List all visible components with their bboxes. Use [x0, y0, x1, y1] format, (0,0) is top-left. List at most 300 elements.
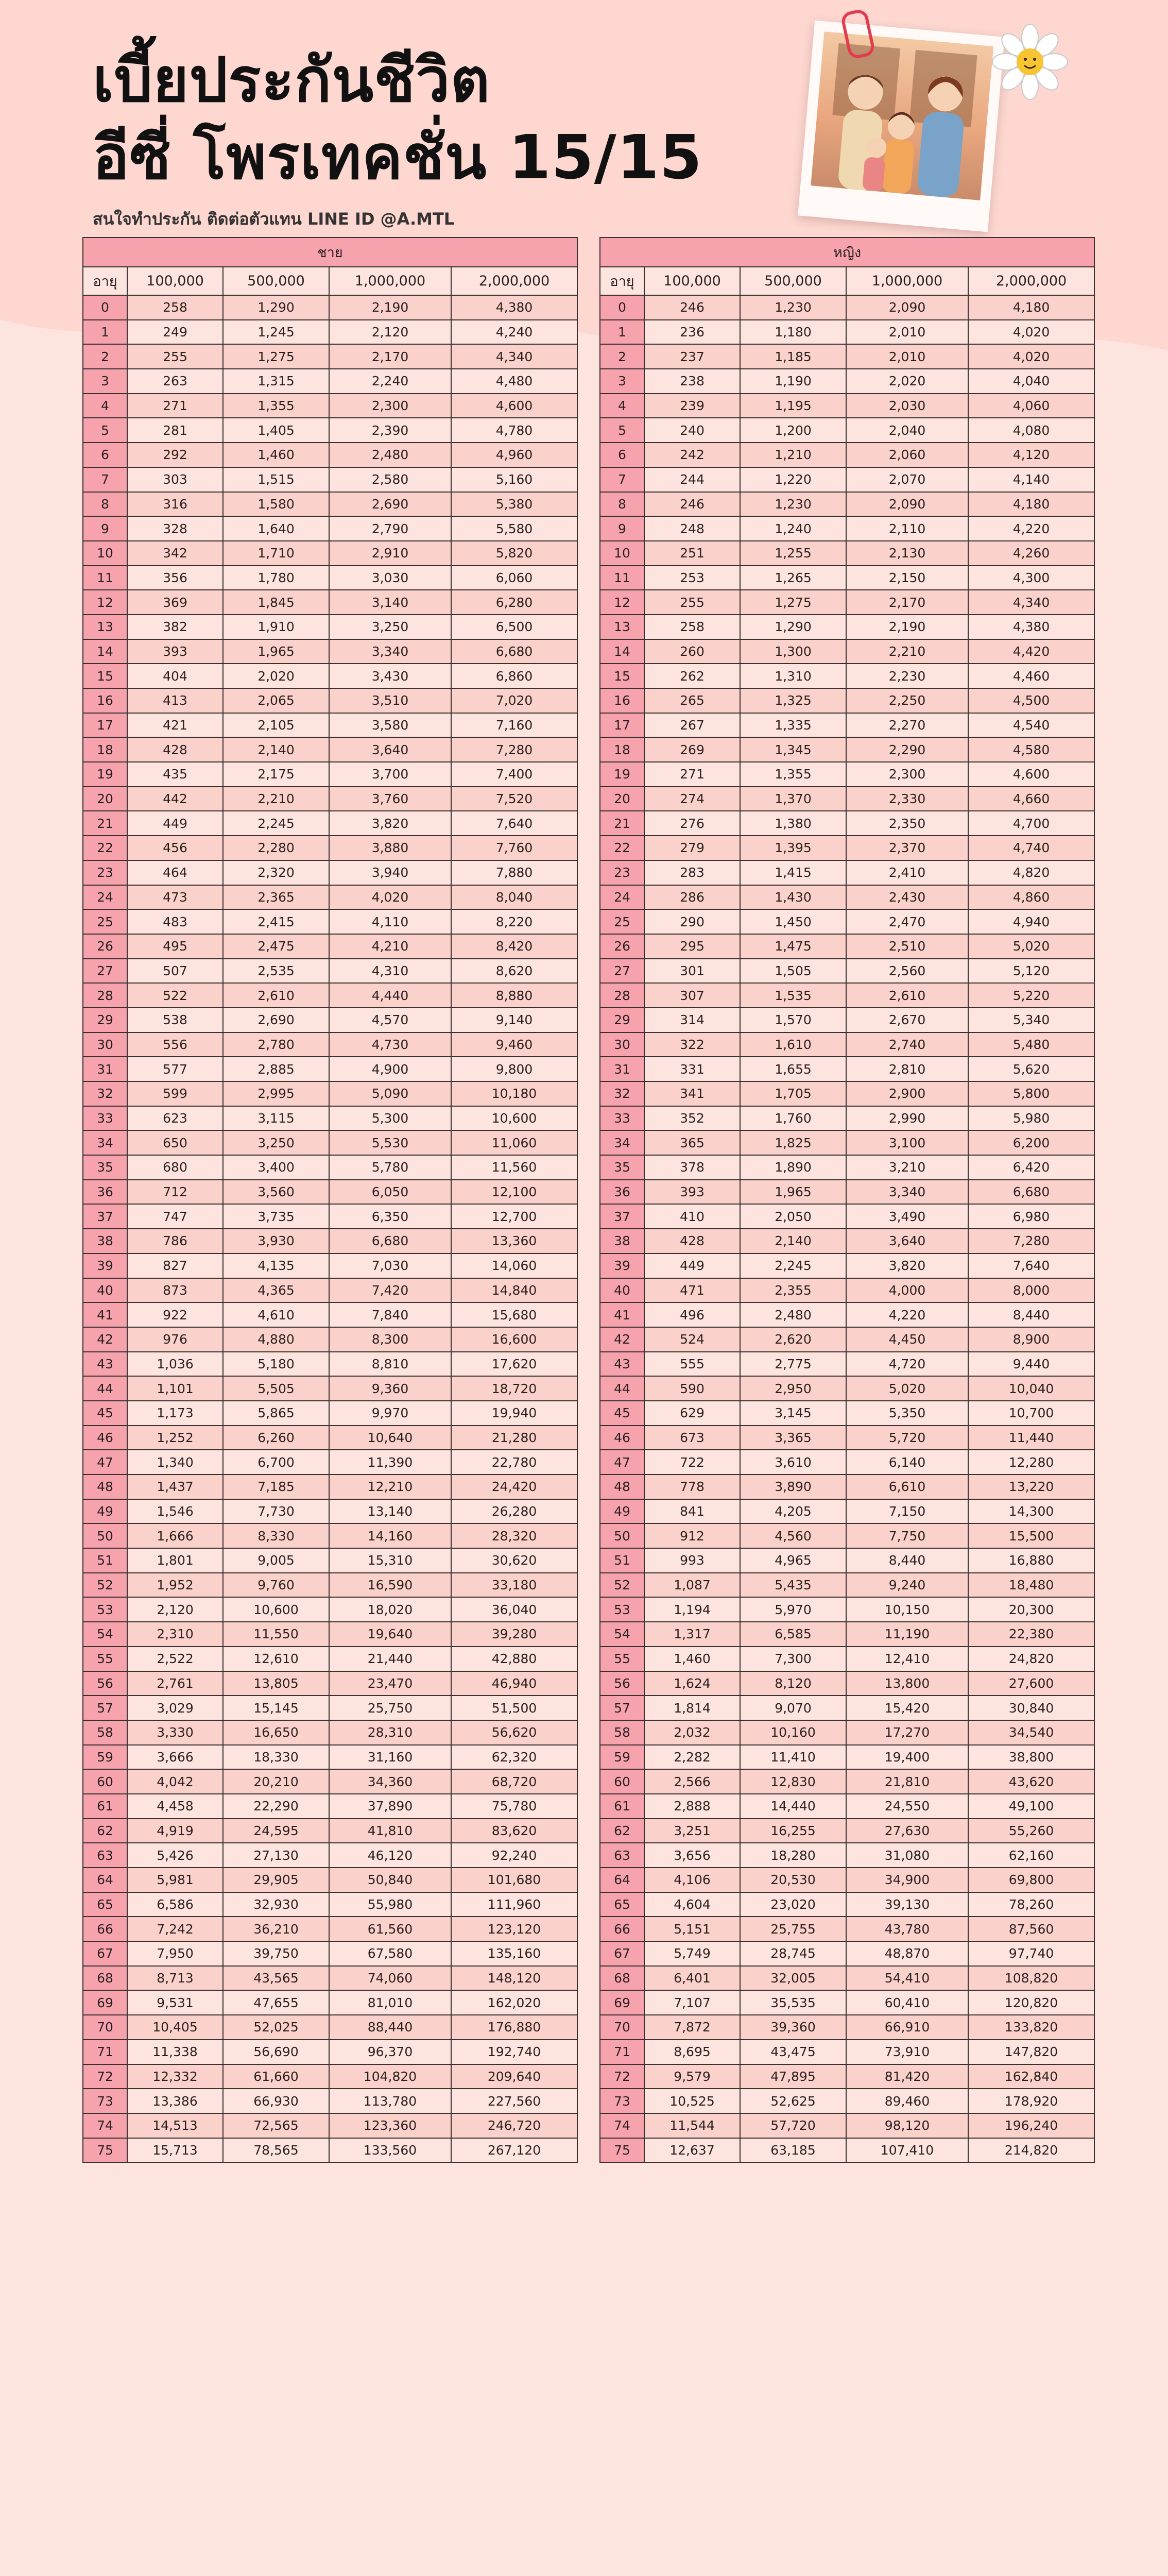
age-cell: 35 [83, 1155, 127, 1180]
age-cell: 63 [600, 1843, 644, 1868]
table-row [600, 1057, 1094, 1081]
premium-100k-cell: 290 [644, 909, 740, 934]
premium-1m-cell: 3,820 [329, 811, 451, 836]
premium-2m-cell: 178,920 [968, 2089, 1094, 2113]
premium-500k-cell: 32,005 [740, 1966, 846, 1991]
premium-2m-cell: 4,600 [451, 394, 577, 418]
premium-100k-cell: 249 [127, 320, 223, 345]
premium-500k-cell: 1,505 [740, 959, 846, 984]
premium-1m-cell: 2,300 [846, 762, 968, 787]
premium-500k-cell: 1,345 [740, 737, 846, 762]
premium-100k-cell: 11,338 [127, 2040, 223, 2064]
age-cell: 62 [83, 1819, 127, 1843]
premium-1m-cell: 60,410 [846, 1990, 968, 2015]
premium-2m-cell: 4,420 [968, 639, 1094, 664]
age-cell: 44 [600, 1376, 644, 1401]
table-row [600, 1990, 1094, 2015]
premium-500k-cell: 2,885 [223, 1057, 329, 1081]
age-cell: 57 [83, 1696, 127, 1720]
premium-1m-cell: 6,350 [329, 1204, 451, 1229]
column-header-500k: 500,000 [223, 267, 329, 295]
premium-1m-cell: 96,370 [329, 2040, 451, 2064]
age-cell: 74 [83, 2113, 127, 2138]
age-cell: 46 [83, 1426, 127, 1450]
table-row [600, 1302, 1094, 1327]
premium-500k-cell: 47,895 [740, 2064, 846, 2089]
premium-1m-cell: 3,640 [329, 737, 451, 762]
premium-2m-cell: 4,940 [968, 909, 1094, 934]
table-row [600, 1941, 1094, 1966]
table-row [83, 1720, 577, 1745]
premium-2m-cell: 5,340 [968, 1008, 1094, 1032]
age-cell: 10 [600, 541, 644, 566]
premium-500k-cell: 1,310 [740, 664, 846, 688]
premium-100k-cell: 471 [644, 1278, 740, 1303]
premium-500k-cell: 18,330 [223, 1745, 329, 1770]
premium-1m-cell: 28,310 [329, 1720, 451, 1745]
premium-100k-cell: 271 [644, 762, 740, 787]
premium-1m-cell: 19,400 [846, 1745, 968, 1770]
premium-500k-cell: 2,480 [740, 1302, 846, 1327]
premium-500k-cell: 1,475 [740, 934, 846, 959]
age-cell: 64 [83, 1868, 127, 1892]
table-row [83, 1548, 577, 1573]
premium-1m-cell: 3,340 [846, 1180, 968, 1205]
age-cell: 42 [600, 1327, 644, 1352]
table-row [83, 836, 577, 860]
premium-1m-cell: 16,590 [329, 1573, 451, 1598]
premium-1m-cell: 3,640 [846, 1229, 968, 1253]
premium-1m-cell: 2,910 [329, 541, 451, 566]
age-cell: 34 [83, 1130, 127, 1155]
premium-100k-cell: 2,566 [644, 1769, 740, 1794]
premium-100k-cell: 3,656 [644, 1843, 740, 1868]
premium-1m-cell: 2,170 [329, 344, 451, 369]
premium-100k-cell: 262 [644, 664, 740, 688]
premium-500k-cell: 2,950 [740, 1376, 846, 1401]
premium-500k-cell: 1,255 [740, 541, 846, 566]
premium-1m-cell: 4,000 [846, 1278, 968, 1303]
age-cell: 0 [600, 295, 644, 320]
table-row [600, 1720, 1094, 1745]
premium-2m-cell: 4,500 [968, 688, 1094, 713]
contact-subtitle: สนใจทำประกัน ติดต่อตัวแทน LINE ID @A.MTL [93, 209, 455, 229]
premium-100k-cell: 1,194 [644, 1597, 740, 1622]
premium-2m-cell: 8,620 [451, 959, 577, 984]
premium-2m-cell: 24,420 [451, 1475, 577, 1499]
premium-1m-cell: 3,250 [329, 615, 451, 639]
premium-100k-cell: 428 [127, 737, 223, 762]
premium-500k-cell: 28,745 [740, 1941, 846, 1966]
table-row [600, 639, 1094, 664]
premium-100k-cell: 341 [644, 1081, 740, 1106]
premium-1m-cell: 3,940 [329, 860, 451, 885]
premium-100k-cell: 274 [644, 787, 740, 811]
age-cell: 67 [83, 1941, 127, 1966]
premium-500k-cell: 66,930 [223, 2089, 329, 2113]
premium-100k-cell: 976 [127, 1327, 223, 1352]
premium-1m-cell: 5,780 [329, 1155, 451, 1180]
premium-2m-cell: 111,960 [451, 1892, 577, 1917]
age-cell: 12 [83, 590, 127, 615]
premium-2m-cell: 4,180 [968, 492, 1094, 517]
premium-2m-cell: 39,280 [451, 1622, 577, 1647]
premium-100k-cell: 265 [644, 688, 740, 713]
premium-1m-cell: 2,240 [329, 369, 451, 394]
premium-2m-cell: 68,720 [451, 1769, 577, 1794]
premium-500k-cell: 4,135 [223, 1253, 329, 1278]
premium-500k-cell: 3,365 [740, 1426, 846, 1450]
premium-2m-cell: 5,800 [968, 1081, 1094, 1106]
premium-1m-cell: 2,010 [846, 320, 968, 345]
premium-2m-cell: 108,820 [968, 1966, 1094, 1991]
premium-1m-cell: 4,020 [329, 885, 451, 910]
age-cell: 55 [600, 1647, 644, 1671]
premium-1m-cell: 2,390 [329, 418, 451, 443]
table-row [600, 541, 1094, 566]
premium-2m-cell: 6,680 [451, 639, 577, 664]
premium-100k-cell: 292 [127, 443, 223, 467]
age-cell: 19 [83, 762, 127, 787]
premium-2m-cell: 10,700 [968, 1401, 1094, 1426]
table-row [600, 1745, 1094, 1770]
premium-100k-cell: 5,981 [127, 1868, 223, 1892]
premium-1m-cell: 3,490 [846, 1204, 968, 1229]
premium-100k-cell: 2,522 [127, 1647, 223, 1671]
premium-100k-cell: 495 [127, 934, 223, 959]
premium-100k-cell: 369 [127, 590, 223, 615]
premium-1m-cell: 2,510 [846, 934, 968, 959]
premium-1m-cell: 113,780 [329, 2089, 451, 2113]
premium-1m-cell: 2,430 [846, 885, 968, 910]
premium-500k-cell: 1,380 [740, 811, 846, 836]
premium-100k-cell: 1,624 [644, 1671, 740, 1696]
premium-500k-cell: 1,515 [223, 467, 329, 492]
premium-2m-cell: 8,000 [968, 1278, 1094, 1303]
table-row [83, 2040, 577, 2064]
table-row [83, 1523, 577, 1548]
table-row [600, 590, 1094, 615]
premium-1m-cell: 73,910 [846, 2040, 968, 2064]
premium-100k-cell: 3,666 [127, 1745, 223, 1770]
age-cell: 15 [83, 664, 127, 688]
premium-2m-cell: 4,180 [968, 295, 1094, 320]
table-row [83, 811, 577, 836]
table-row [83, 2089, 577, 2113]
table-row [83, 983, 577, 1008]
column-header-2m: 2,000,000 [451, 267, 577, 295]
table-row [600, 2040, 1094, 2064]
premium-2m-cell: 133,820 [968, 2015, 1094, 2040]
premium-100k-cell: 263 [127, 369, 223, 394]
premium-2m-cell: 4,120 [968, 443, 1094, 467]
premium-100k-cell: 1,460 [644, 1647, 740, 1671]
age-cell: 25 [600, 909, 644, 934]
age-cell: 7 [83, 467, 127, 492]
table-row [600, 1155, 1094, 1180]
premium-1m-cell: 11,390 [329, 1450, 451, 1475]
table-row [600, 1401, 1094, 1426]
premium-500k-cell: 3,930 [223, 1229, 329, 1253]
age-cell: 4 [83, 394, 127, 418]
premium-100k-cell: 2,282 [644, 1745, 740, 1770]
premium-2m-cell: 196,240 [968, 2113, 1094, 2138]
age-cell: 26 [83, 934, 127, 959]
age-cell: 70 [600, 2015, 644, 2040]
age-cell: 41 [600, 1302, 644, 1327]
table-row [600, 2064, 1094, 2089]
premium-500k-cell: 2,780 [223, 1032, 329, 1057]
premium-500k-cell: 35,535 [740, 1990, 846, 2015]
premium-500k-cell: 2,355 [740, 1278, 846, 1303]
premium-1m-cell: 89,460 [846, 2089, 968, 2113]
age-cell: 24 [600, 885, 644, 910]
premium-1m-cell: 107,410 [846, 2138, 968, 2163]
premium-1m-cell: 6,140 [846, 1450, 968, 1475]
age-cell: 70 [83, 2015, 127, 2040]
premium-1m-cell: 2,230 [846, 664, 968, 688]
premium-100k-cell: 922 [127, 1302, 223, 1327]
table-row [83, 1499, 577, 1524]
age-cell: 13 [600, 615, 644, 639]
table-row [83, 1696, 577, 1720]
age-cell: 3 [600, 369, 644, 394]
premium-500k-cell: 1,965 [223, 639, 329, 664]
age-cell: 38 [600, 1229, 644, 1253]
premium-1m-cell: 50,840 [329, 1868, 451, 1892]
premium-2m-cell: 6,680 [968, 1180, 1094, 1205]
premium-100k-cell: 650 [127, 1130, 223, 1155]
premium-2m-cell: 8,040 [451, 885, 577, 910]
premium-2m-cell: 6,200 [968, 1130, 1094, 1155]
premium-100k-cell: 3,029 [127, 1696, 223, 1720]
premium-2m-cell: 20,300 [968, 1597, 1094, 1622]
premium-100k-cell: 7,872 [644, 2015, 740, 2040]
premium-500k-cell: 1,200 [740, 418, 846, 443]
premium-2m-cell: 13,220 [968, 1475, 1094, 1499]
column-header-1m: 1,000,000 [846, 267, 968, 295]
premium-1m-cell: 2,670 [846, 1008, 968, 1032]
premium-1m-cell: 98,120 [846, 2113, 968, 2138]
age-cell: 17 [600, 713, 644, 738]
age-cell: 62 [600, 1819, 644, 1843]
age-cell: 71 [83, 2040, 127, 2064]
premium-500k-cell: 22,290 [223, 1794, 329, 1819]
premium-2m-cell: 5,580 [451, 516, 577, 541]
premium-500k-cell: 14,440 [740, 1794, 846, 1819]
premium-2m-cell: 4,460 [968, 664, 1094, 688]
premium-2m-cell: 4,960 [451, 443, 577, 467]
age-cell: 2 [600, 344, 644, 369]
premium-500k-cell: 8,330 [223, 1523, 329, 1548]
table-row [600, 1622, 1094, 1647]
age-cell: 8 [600, 492, 644, 517]
premium-1m-cell: 9,240 [846, 1573, 968, 1598]
age-cell: 41 [83, 1302, 127, 1327]
premium-1m-cell: 4,900 [329, 1057, 451, 1081]
premium-100k-cell: 240 [644, 418, 740, 443]
premium-1m-cell: 3,100 [846, 1130, 968, 1155]
premium-500k-cell: 9,005 [223, 1548, 329, 1573]
premium-500k-cell: 1,220 [740, 467, 846, 492]
female-premium-panel [599, 237, 1094, 2163]
premium-1m-cell: 12,410 [846, 1647, 968, 1671]
premium-2m-cell: 227,560 [451, 2089, 577, 2113]
table-row [600, 1130, 1094, 1155]
premium-1m-cell: 2,350 [846, 811, 968, 836]
premium-2m-cell: 8,900 [968, 1327, 1094, 1352]
premium-2m-cell: 8,440 [968, 1302, 1094, 1327]
premium-2m-cell: 6,280 [451, 590, 577, 615]
age-cell: 19 [600, 762, 644, 787]
premium-500k-cell: 1,275 [223, 344, 329, 369]
premium-2m-cell: 267,120 [451, 2138, 577, 2163]
premium-100k-cell: 1,814 [644, 1696, 740, 1720]
premium-500k-cell: 1,910 [223, 615, 329, 639]
age-cell: 26 [600, 934, 644, 959]
premium-500k-cell: 39,750 [223, 1941, 329, 1966]
table-row [600, 1081, 1094, 1106]
premium-500k-cell: 25,755 [740, 1917, 846, 1941]
premium-500k-cell: 43,475 [740, 2040, 846, 2064]
age-cell: 66 [600, 1917, 644, 1941]
table-row [600, 1597, 1094, 1622]
age-cell: 36 [83, 1180, 127, 1205]
premium-500k-cell: 61,660 [223, 2064, 329, 2089]
age-cell: 17 [83, 713, 127, 738]
premium-2m-cell: 4,220 [968, 516, 1094, 541]
premium-500k-cell: 1,185 [740, 344, 846, 369]
premium-2m-cell: 14,060 [451, 1253, 577, 1278]
premium-500k-cell: 4,205 [740, 1499, 846, 1524]
premium-100k-cell: 316 [127, 492, 223, 517]
premium-1m-cell: 7,840 [329, 1302, 451, 1327]
age-cell: 49 [600, 1499, 644, 1524]
age-cell: 48 [83, 1475, 127, 1499]
table-row [600, 1819, 1094, 1843]
age-cell: 12 [600, 590, 644, 615]
premium-100k-cell: 421 [127, 713, 223, 738]
premium-100k-cell: 413 [127, 688, 223, 713]
age-cell: 58 [600, 1720, 644, 1745]
premium-1m-cell: 2,170 [846, 590, 968, 615]
table-row [83, 566, 577, 590]
premium-500k-cell: 1,570 [740, 1008, 846, 1032]
premium-1m-cell: 5,350 [846, 1401, 968, 1426]
premium-2m-cell: 5,820 [451, 541, 577, 566]
premium-2m-cell: 8,880 [451, 983, 577, 1008]
premium-100k-cell: 993 [644, 1548, 740, 1573]
premium-100k-cell: 8,713 [127, 1966, 223, 1991]
age-cell: 43 [83, 1352, 127, 1377]
age-cell: 39 [83, 1253, 127, 1278]
premium-1m-cell: 2,810 [846, 1057, 968, 1081]
premium-100k-cell: 786 [127, 1229, 223, 1253]
premium-500k-cell: 1,415 [740, 860, 846, 885]
premium-500k-cell: 6,585 [740, 1622, 846, 1647]
age-cell: 59 [600, 1745, 644, 1770]
premium-100k-cell: 912 [644, 1523, 740, 1548]
premium-500k-cell: 1,325 [740, 688, 846, 713]
premium-100k-cell: 464 [127, 860, 223, 885]
premium-1m-cell: 54,410 [846, 1966, 968, 1991]
age-cell: 44 [83, 1376, 127, 1401]
premium-2m-cell: 21,280 [451, 1426, 577, 1450]
premium-100k-cell: 3,251 [644, 1819, 740, 1843]
age-cell: 23 [600, 860, 644, 885]
age-cell: 43 [600, 1352, 644, 1377]
premium-1m-cell: 2,740 [846, 1032, 968, 1057]
premium-100k-cell: 449 [644, 1253, 740, 1278]
age-cell: 32 [83, 1081, 127, 1106]
table-row [83, 1941, 577, 1966]
premium-100k-cell: 507 [127, 959, 223, 984]
premium-100k-cell: 1,101 [127, 1376, 223, 1401]
age-cell: 20 [600, 787, 644, 811]
premium-1m-cell: 74,060 [329, 1966, 451, 1991]
age-cell: 58 [83, 1720, 127, 1745]
premium-1m-cell: 2,470 [846, 909, 968, 934]
premium-500k-cell: 1,535 [740, 983, 846, 1008]
premium-100k-cell: 1,252 [127, 1426, 223, 1450]
premium-1m-cell: 7,030 [329, 1253, 451, 1278]
premium-100k-cell: 410 [644, 1204, 740, 1229]
premium-100k-cell: 599 [127, 1081, 223, 1106]
table-row [83, 1843, 577, 1868]
premium-2m-cell: 4,480 [451, 369, 577, 394]
premium-100k-cell: 255 [127, 344, 223, 369]
age-cell: 2 [83, 344, 127, 369]
table-row [600, 1253, 1094, 1278]
premium-2m-cell: 8,420 [451, 934, 577, 959]
table-row [600, 1573, 1094, 1598]
premium-2m-cell: 10,600 [451, 1106, 577, 1131]
table-row [83, 1155, 577, 1180]
age-cell: 9 [600, 516, 644, 541]
age-cell: 53 [83, 1597, 127, 1622]
premium-1m-cell: 2,290 [846, 737, 968, 762]
premium-2m-cell: 120,820 [968, 1990, 1094, 2015]
premium-2m-cell: 83,620 [451, 1819, 577, 1843]
premium-1m-cell: 3,030 [329, 566, 451, 590]
premium-500k-cell: 1,230 [740, 492, 846, 517]
age-cell: 21 [83, 811, 127, 836]
premium-500k-cell: 27,130 [223, 1843, 329, 1868]
age-cell: 50 [600, 1523, 644, 1548]
age-cell: 13 [83, 615, 127, 639]
premium-2m-cell: 7,280 [968, 1229, 1094, 1253]
premium-100k-cell: 255 [644, 590, 740, 615]
premium-100k-cell: 435 [127, 762, 223, 787]
premium-1m-cell: 2,990 [846, 1106, 968, 1131]
premium-100k-cell: 524 [644, 1327, 740, 1352]
premium-100k-cell: 4,458 [127, 1794, 223, 1819]
age-cell: 72 [83, 2064, 127, 2089]
table-row [600, 762, 1094, 787]
age-cell: 73 [83, 2089, 127, 2113]
premium-2m-cell: 97,740 [968, 1941, 1094, 1966]
premium-100k-cell: 1,340 [127, 1450, 223, 1475]
table-row [83, 1057, 577, 1081]
premium-2m-cell: 214,820 [968, 2138, 1094, 2163]
premium-100k-cell: 1,952 [127, 1573, 223, 1598]
table-row [600, 1032, 1094, 1057]
table-row [83, 615, 577, 639]
premium-500k-cell: 10,600 [223, 1597, 329, 1622]
table-row [600, 615, 1094, 639]
table-row [600, 1204, 1094, 1229]
premium-2m-cell: 49,100 [968, 1794, 1094, 1819]
